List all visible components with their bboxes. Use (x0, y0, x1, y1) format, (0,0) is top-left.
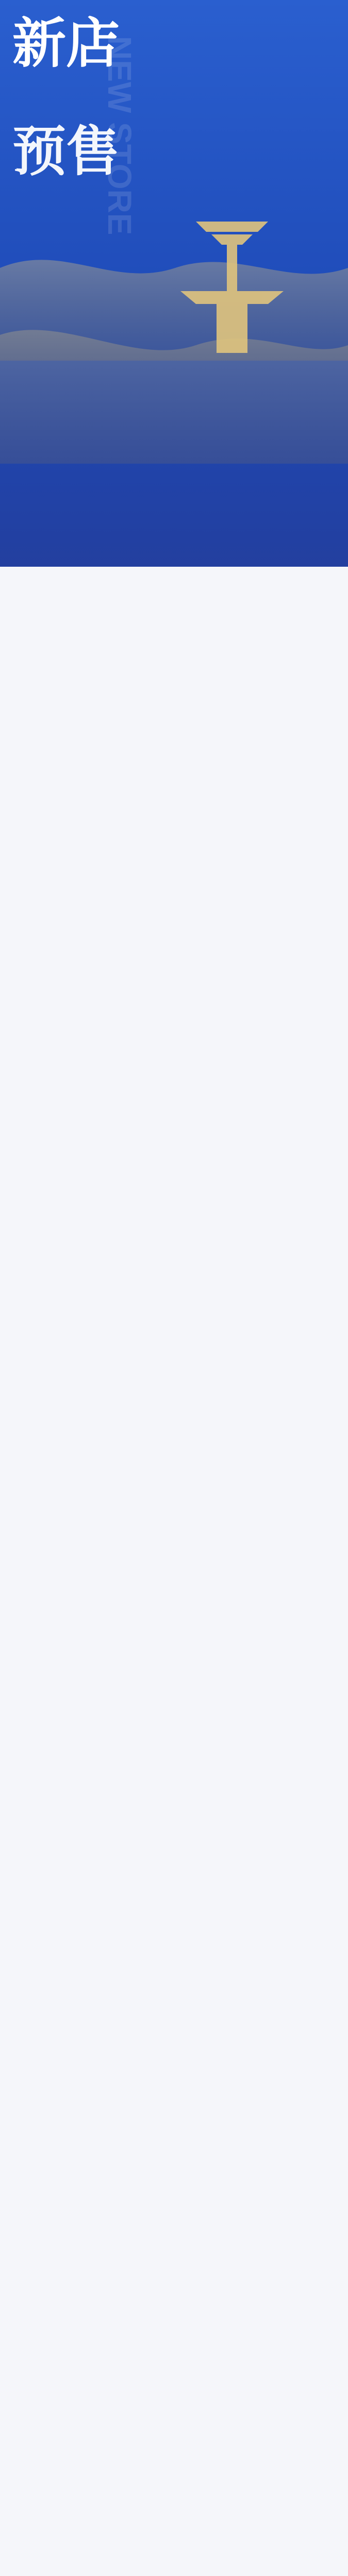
svg-text:新店: 新店 (12, 14, 120, 74)
svg-text:预售: 预售 (12, 123, 120, 182)
hero (0, 0, 348, 567)
en-vertical: NEW STORE (101, 36, 138, 235)
hero-illustration (0, 0, 348, 567)
